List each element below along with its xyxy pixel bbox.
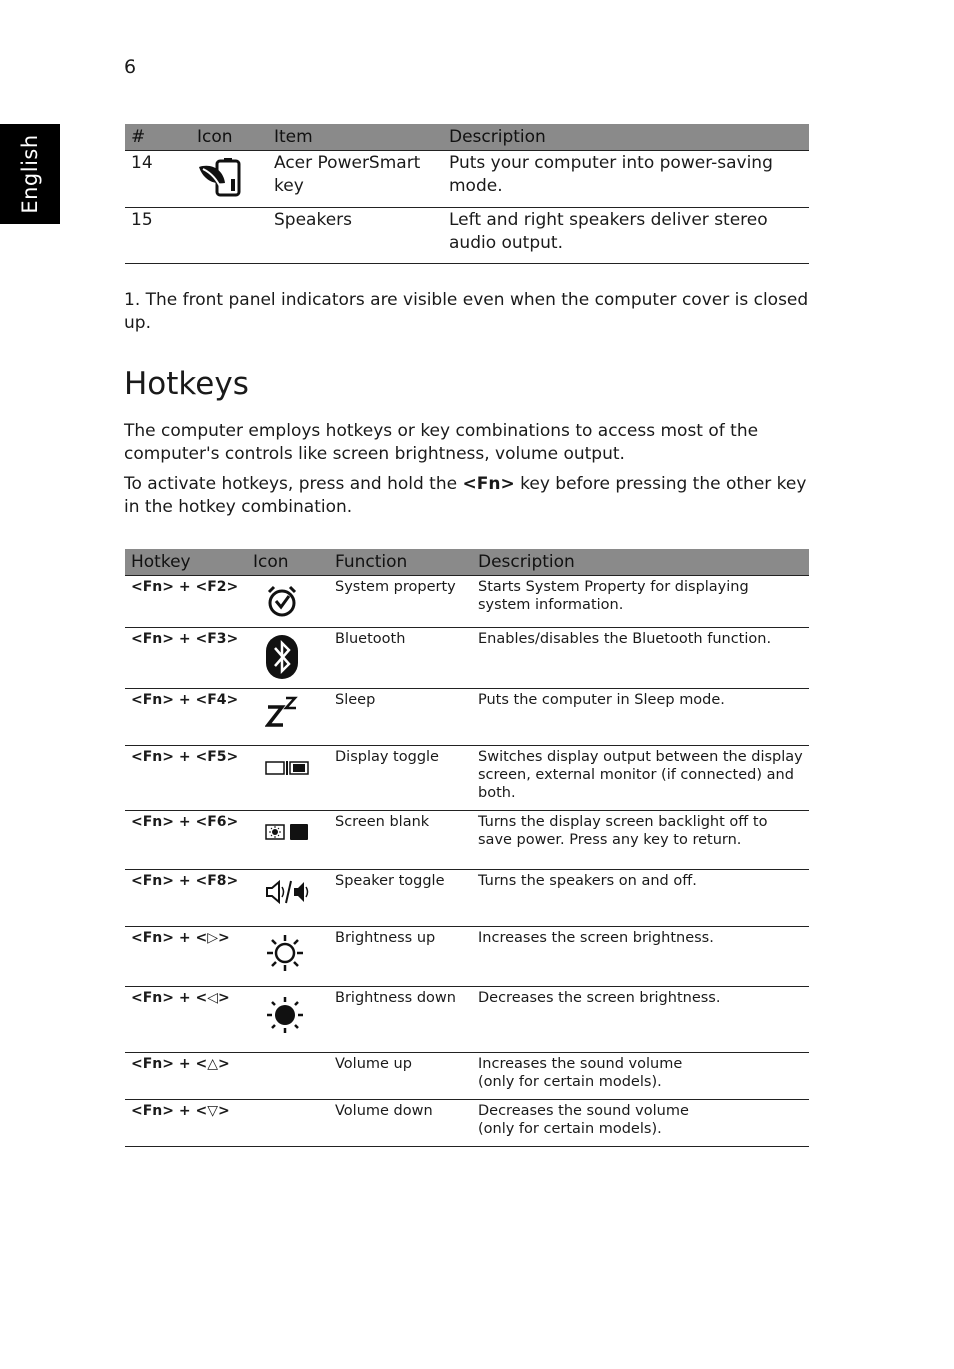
row-description: Decreases the screen brightness. xyxy=(472,987,809,1053)
language-side-tab xyxy=(0,124,60,224)
row-description: Starts System Property for displaying system information. xyxy=(472,576,809,628)
row-icon-empty xyxy=(247,1053,329,1100)
hotkeys-table-header xyxy=(125,549,809,576)
row-hotkey: <Fn> + <F8> xyxy=(125,870,247,927)
row-hotkey: <Fn> + <◁> xyxy=(125,987,247,1053)
activation-paragraph xyxy=(124,473,814,519)
components-table xyxy=(125,124,809,264)
row-icon-empty xyxy=(191,208,268,264)
table-row xyxy=(125,811,809,870)
sleep-zz-icon xyxy=(247,689,329,746)
table-row xyxy=(125,208,809,264)
intro-paragraph: The computer employs hotkeys or key combinations to access most of the computer's controls like screen brightness, volume output. xyxy=(124,421,759,464)
row-hotkey: <Fn> + <△> xyxy=(125,1053,247,1100)
table-row xyxy=(125,1053,809,1100)
activation-text-before: To activate hotkeys, press and hold the xyxy=(124,474,463,494)
hotkeys-table xyxy=(125,549,809,1147)
row-hotkey: <Fn> + <▽> xyxy=(125,1100,247,1147)
row-function: Brightness down xyxy=(329,987,472,1053)
row-description: Turns the display screen backlight off to save power. Press any key to return. xyxy=(472,811,809,870)
row-description: Left and right speakers deliver stereo audio output. xyxy=(443,208,809,264)
section-title: Hotkeys xyxy=(124,366,249,402)
powersmart-leaf-battery-icon xyxy=(191,151,268,208)
table-row xyxy=(125,927,809,987)
components-table-header xyxy=(125,124,809,151)
screen-blank-icon xyxy=(247,811,329,870)
header-icon: Icon xyxy=(247,549,329,576)
row-hotkey: <Fn> + <F3> xyxy=(125,628,247,689)
row-function: Volume up xyxy=(329,1053,472,1100)
row-hotkey: <Fn> + <F4> xyxy=(125,689,247,746)
table-row xyxy=(125,746,809,811)
language-label: English xyxy=(18,134,42,214)
row-item: Acer PowerSmart key xyxy=(268,151,443,208)
speaker-toggle-icon xyxy=(247,870,329,927)
row-num: 14 xyxy=(125,151,191,208)
row-function: Brightness up xyxy=(329,927,472,987)
table-row xyxy=(125,689,809,746)
row-description: Puts your computer into power-saving mode. xyxy=(443,151,809,208)
header-function: Function xyxy=(329,549,472,576)
row-num: 15 xyxy=(125,208,191,264)
fn-key-label: <Fn> xyxy=(462,474,515,494)
brightness-down-icon xyxy=(247,987,329,1053)
row-hotkey: <Fn> + <F5> xyxy=(125,746,247,811)
row-description: Decreases the sound volume (only for certain models). xyxy=(472,1100,809,1147)
brightness-up-icon xyxy=(247,927,329,987)
row-hotkey: <Fn> + <F2> xyxy=(125,576,247,628)
row-function: Screen blank xyxy=(329,811,472,870)
row-icon-empty xyxy=(247,1100,329,1147)
display-toggle-icon xyxy=(247,746,329,811)
row-description: Increases the sound volume (only for certain models). xyxy=(472,1053,809,1100)
header-item: Item xyxy=(268,124,443,151)
row-description: Turns the speakers on and off. xyxy=(472,870,809,927)
footnote: 1. The front panel indicators are visible even when the computer cover is closed up. xyxy=(124,290,809,333)
row-hotkey: <Fn> + <▷> xyxy=(125,927,247,987)
table-row xyxy=(125,870,809,927)
header-hotkey: Hotkey xyxy=(125,549,247,576)
bluetooth-icon xyxy=(247,628,329,689)
row-description: Enables/disables the Bluetooth function. xyxy=(472,628,809,689)
row-hotkey: <Fn> + <F6> xyxy=(125,811,247,870)
row-function: System property xyxy=(329,576,472,628)
row-function: Sleep xyxy=(329,689,472,746)
table-row xyxy=(125,576,809,628)
table-row xyxy=(125,628,809,689)
row-function: Volume down xyxy=(329,1100,472,1147)
row-description: Switches display output between the display screen, external monitor (if connected) and both. xyxy=(472,746,809,811)
header-description: Description xyxy=(443,124,809,151)
activation-text-after: key before pressing the other key in the hotkey combination. xyxy=(124,474,807,517)
row-item: Speakers xyxy=(268,208,443,264)
table-row xyxy=(125,151,809,208)
header-num: # xyxy=(125,124,191,151)
table-row xyxy=(125,1100,809,1147)
row-description: Puts the computer in Sleep mode. xyxy=(472,689,809,746)
row-function: Speaker toggle xyxy=(329,870,472,927)
row-function: Bluetooth xyxy=(329,628,472,689)
header-icon: Icon xyxy=(191,124,268,151)
page-number: 6 xyxy=(124,56,137,78)
row-function: Display toggle xyxy=(329,746,472,811)
row-description: Increases the screen brightness. xyxy=(472,927,809,987)
header-description: Description xyxy=(472,549,809,576)
system-property-icon xyxy=(247,576,329,628)
table-row xyxy=(125,987,809,1053)
